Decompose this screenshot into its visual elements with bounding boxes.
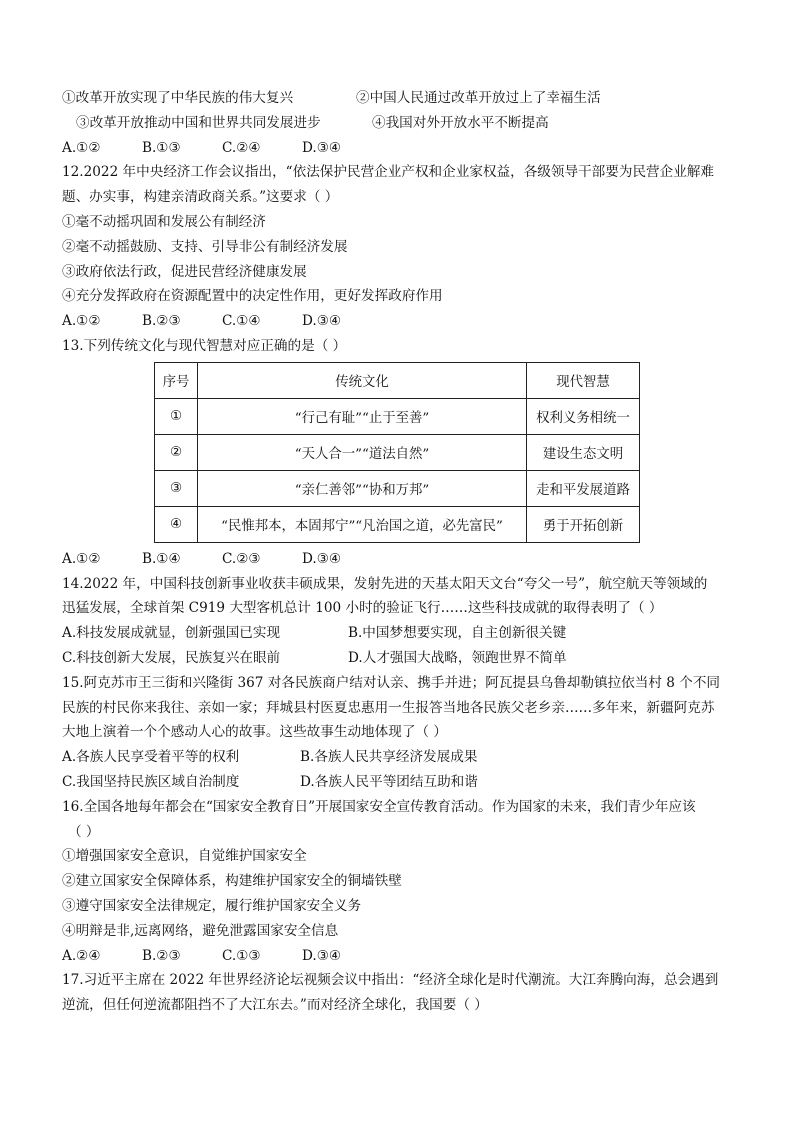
q17-stem-line-1: 17.习近平主席在 2022 年世界经济论坛视频会议中指出：“经济全球化是时代潮流。大江奔腾向海，总会遇到 — [62, 972, 719, 989]
q12-statement-4: ④充分发挥政府在资源配置中的决定性作用，更好发挥政府作用 — [62, 288, 443, 305]
q13-stem: 13.下列传统文化与现代智慧对应正确的是（ ） — [62, 337, 347, 354]
q11-statement-1: ①改革开放实现了中华民族的伟大复兴 — [62, 90, 294, 106]
q11-statement-3: ③改革开放推动中国和世界共同发展进步 — [76, 114, 321, 131]
q14-choice-b: B.中国梦想要实现，自主创新很关键 — [348, 625, 567, 642]
q12-choice-d: D.③④ — [302, 313, 342, 330]
table-cell: 走和平发展道路 — [527, 470, 640, 506]
q15-stem-line-1: 15.阿克苏市王三街和兴隆街 367 对各民族商户结对认亲、携手并进；阿瓦提县乌鲁却勒镇拉依当村 8 个不同 — [62, 674, 721, 691]
table-cell: ② — [155, 434, 198, 470]
q16-statement-3: ③遵守国家安全法律规定，履行维护国家安全义务 — [62, 897, 362, 914]
q11-statement-row-2 — [62, 111, 734, 136]
q15-choice-d: D.各族人民平等团结互助和谐 — [300, 773, 478, 790]
exam-page — [62, 86, 734, 1018]
q13-table — [154, 362, 640, 543]
q12-statement-1: ①毫不动摇巩固和发展公有制经济 — [62, 213, 266, 230]
q12-statement-2: ②毫不动摇鼓励、支持、引导非公有制经济发展 — [62, 238, 348, 255]
q15-choice-a: A.各族人民享受着平等的权利 — [62, 749, 240, 766]
q16-stem-line-2: （ ） — [68, 823, 100, 840]
q16-choices — [62, 944, 734, 969]
q15-choice-c: C.我国坚持民族区域自治制度 — [62, 773, 240, 790]
q15-stem-line-3: 大地上演着一个个感动人心的故事。这些故事生动地体现了（ ） — [62, 724, 447, 741]
q16-statement-4: ④明辩是非,远离网络，避免泄露国家安全信息 — [62, 922, 339, 939]
q11-choice-c: C.②④ — [222, 139, 261, 156]
q12-choice-a: A.①② — [62, 313, 101, 330]
q15-choices-row-1 — [62, 745, 734, 770]
table-row — [155, 470, 640, 506]
table-cell: 建设生态文明 — [527, 434, 640, 470]
q14-choice-c: C.科技创新大发展，民族复兴在眼前 — [62, 649, 281, 666]
q16-choice-d: D.③④ — [302, 947, 342, 964]
q11-choice-a: A.①② — [62, 139, 101, 156]
q14-choice-a: A.科技发展成就显，创新强国已实现 — [62, 625, 281, 642]
q11-statement-2: ②中国人民通过改革开放过上了幸福生活 — [356, 90, 601, 106]
table-row — [155, 398, 640, 434]
q14-choice-d: D.人才强国大战略，领跑世界不简单 — [348, 649, 567, 666]
q13-choice-d: D.③④ — [302, 550, 342, 567]
q16-statement-2: ②建立国家安全保障体系，构建维护国家安全的铜墙铁壁 — [62, 873, 402, 890]
table-cell: ③ — [155, 470, 198, 506]
q15-choices-row-2 — [62, 770, 734, 795]
q12-statement-3: ③政府依法行政，促进民营经济健康发展 — [62, 263, 307, 280]
table-cell: “民惟邦本，本固邦宁”“凡治国之道，必先富民” — [198, 506, 527, 542]
table-cell: ④ — [155, 506, 198, 542]
q16-choice-b: B.②③ — [142, 947, 181, 964]
q11-statement-row-1 — [62, 86, 734, 111]
table-cell: 勇于开拓创新 — [527, 506, 640, 542]
table-header-row — [155, 362, 640, 398]
q16-choice-a: A.②④ — [62, 947, 101, 964]
q11-choice-b: B.①③ — [142, 139, 181, 156]
q12-choice-b: B.②③ — [142, 313, 181, 330]
table-header-index: 序号 — [155, 362, 198, 398]
q14-stem-line-1: 14.2022 年，中国科技创新事业收获丰硕成果，发射先进的天基太阳天文台“夸父一号”，航空航天等领域的 — [62, 575, 708, 592]
q14-choices-row-1 — [62, 621, 734, 646]
q11-choices — [62, 136, 734, 161]
q12-stem-line-1: 12.2022 年中央经济工作会议指出，“依法保护民营企业产权和企业家权益，各级领导干部要为民营企业解难 — [62, 164, 715, 181]
table-row — [155, 434, 640, 470]
q12-stem-line-2: 题、办实事，构建亲清政商关系。”这要求（ ） — [62, 189, 339, 206]
q12-choices — [62, 309, 734, 334]
q14-stem-line-2: 迅猛发展，全球首架 C919 大型客机总计 100 小时的验证飞行……这些科技成就的取得表明了（ ） — [62, 600, 663, 617]
table-cell: ① — [155, 398, 198, 434]
q13-choices — [62, 547, 734, 572]
table-cell: 权利义务相统一 — [527, 398, 640, 434]
q17-stem-line-2: 逆流，但任何逆流都阻挡不了大江东去。”而对经济全球化，我国要（ ） — [62, 997, 488, 1014]
table-row — [155, 506, 640, 542]
table-header-wisdom: 现代智慧 — [527, 362, 640, 398]
q16-stem-line-1: 16.全国各地每年都会在“国家安全教育日”开展国家安全宣传教育活动。作为国家的未来，我们青少年应该 — [62, 798, 696, 815]
q13-choice-b: B.①④ — [142, 550, 181, 567]
q13-choice-c: C.②③ — [222, 550, 261, 567]
q15-choice-b: B.各族人民共享经济发展成果 — [300, 749, 478, 766]
table-header-tradition: 传统文化 — [198, 362, 527, 398]
q12-choice-c: C.①④ — [222, 313, 261, 330]
q16-choice-c: C.①③ — [222, 947, 261, 964]
q11-statement-4: ④我国对外开放水平不断提高 — [372, 114, 549, 131]
q11-choice-d: D.③④ — [302, 139, 342, 156]
table-cell: “亲仁善邻”“协和万邦” — [198, 470, 527, 506]
table-cell: “天人合一”“道法自然” — [198, 434, 527, 470]
q16-statement-1: ①增强国家安全意识，自觉维护国家安全 — [62, 848, 307, 865]
q13-choice-a: A.①② — [62, 550, 101, 567]
q14-choices-row-2 — [62, 646, 734, 671]
table-cell: “行己有耻”“止于至善” — [198, 398, 527, 434]
q15-stem-line-2: 民族的村民你来我往、亲如一家；拜城县村医夏忠惠用一生报答当地各民族父老乡亲……多年来，新疆阿克苏 — [62, 699, 715, 716]
